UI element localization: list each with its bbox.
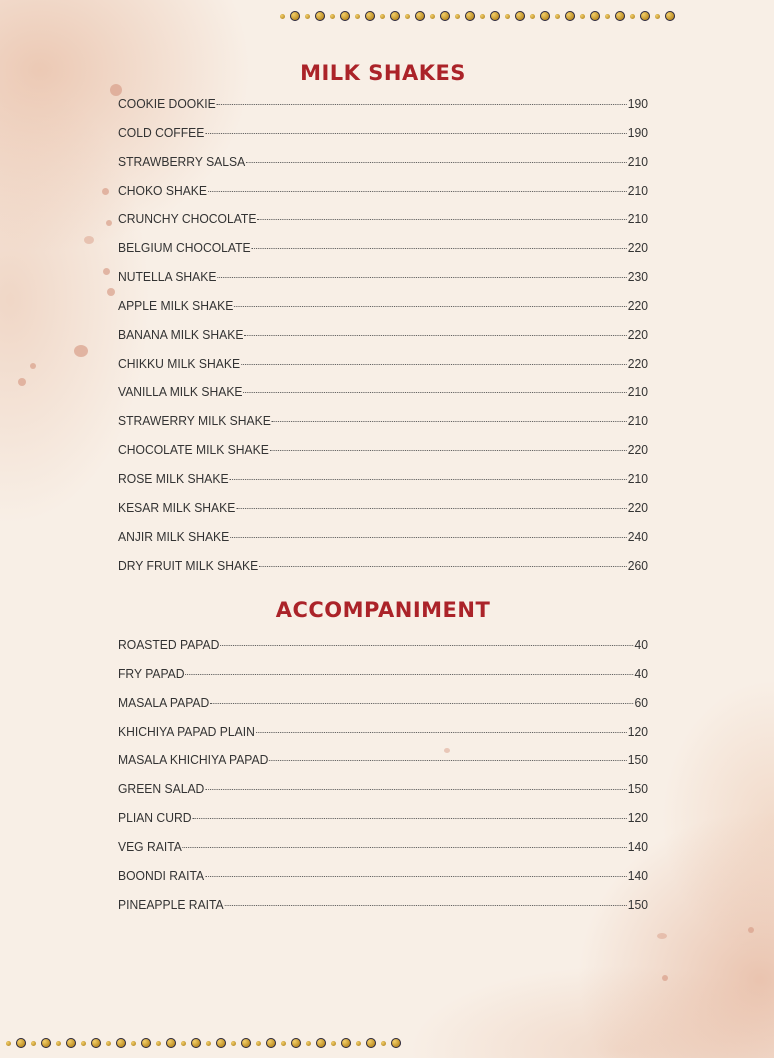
menu-item (118, 552, 648, 581)
menu-item (118, 718, 648, 747)
menu-item (118, 177, 648, 206)
menu-item-name: STRAWBERRY SALSA (118, 153, 246, 169)
gold-dot (390, 11, 400, 21)
watercolor-splat (102, 188, 109, 195)
dotted-leader (183, 846, 627, 848)
dotted-leader (246, 161, 627, 163)
gold-dot (56, 1041, 61, 1046)
dotted-leader (243, 391, 626, 393)
menu-item-price: 210 (627, 470, 649, 486)
dotted-leader (236, 507, 627, 509)
gold-dot (66, 1038, 76, 1048)
gold-dot (116, 1038, 126, 1048)
gold-dot (615, 11, 625, 21)
gold-dot (131, 1041, 136, 1046)
gold-dot (16, 1038, 26, 1048)
gold-dot (555, 14, 560, 19)
menu-item-price: 220 (627, 297, 649, 313)
menu-item-price: 220 (627, 326, 649, 342)
gold-dot (316, 1038, 326, 1048)
menu-item (118, 494, 648, 523)
gold-dot (605, 14, 610, 19)
menu-item-list (118, 631, 648, 919)
menu-item (118, 523, 648, 552)
gold-dot (355, 14, 360, 19)
gold-dot (290, 11, 300, 21)
gold-dot (580, 14, 585, 19)
gold-dot (291, 1038, 301, 1048)
menu-item-price: 210 (627, 182, 649, 198)
gold-dot (665, 11, 675, 21)
watercolor-splat (18, 378, 26, 386)
menu-item-price: 190 (627, 124, 649, 140)
menu-item (118, 378, 648, 407)
menu-item-name: GREEN SALAD (118, 781, 205, 797)
dotted-leader (208, 190, 627, 192)
menu-item-price: 150 (627, 896, 649, 912)
gold-dot (391, 1038, 401, 1048)
dotted-leader (225, 904, 627, 906)
gold-dot (216, 1038, 226, 1048)
menu-item-price: 140 (627, 867, 649, 883)
gold-dot (280, 14, 285, 19)
menu-item-name: CHOCOLATE MILK SHAKE (118, 442, 269, 458)
menu-item (118, 205, 648, 234)
menu-item-name: ANJIR MILK SHAKE (118, 528, 230, 544)
menu-item (118, 660, 648, 689)
menu-item-price: 190 (627, 96, 649, 111)
gold-dot (206, 1041, 211, 1046)
watercolor-splat (657, 933, 667, 939)
menu-item-list (118, 90, 648, 580)
menu-item-price: 260 (627, 557, 649, 573)
gold-dot (465, 11, 475, 21)
dotted-leader (205, 132, 627, 134)
dotted-leader (272, 420, 627, 422)
gold-dot (330, 14, 335, 19)
gold-dot-border-top (280, 11, 675, 21)
watercolor-splat (103, 268, 110, 275)
menu-item-name: KHICHIYA PAPAD PLAIN (118, 723, 255, 739)
gold-dot (415, 11, 425, 21)
menu-item (118, 631, 648, 660)
dotted-leader (270, 449, 627, 451)
watercolor-splat (662, 975, 668, 981)
dotted-leader (230, 536, 627, 538)
menu-item (118, 891, 648, 920)
gold-dot (341, 1038, 351, 1048)
section-title: ACCOMPANIMENT (275, 598, 491, 622)
gold-dot (365, 11, 375, 21)
dotted-leader (234, 305, 627, 307)
gold-dot (31, 1041, 36, 1046)
menu-item-name: NUTELLA SHAKE (118, 269, 217, 285)
menu-item-price: 240 (627, 528, 649, 544)
menu-item (118, 90, 648, 119)
gold-dot (256, 1041, 261, 1046)
dotted-leader (269, 759, 627, 761)
gold-dot (81, 1041, 86, 1046)
menu-item-name: PINEAPPLE RAITA (118, 896, 224, 912)
menu-item-name: COLD COFFEE (118, 124, 205, 140)
menu-item (118, 775, 648, 804)
menu-item-price: 220 (627, 499, 649, 515)
watercolor-splat (30, 363, 36, 369)
menu-item-name: ROASTED PAPAD (118, 637, 220, 652)
dotted-leader (241, 363, 627, 365)
dotted-leader (244, 334, 627, 336)
gold-dot (340, 11, 350, 21)
menu-item-price: 150 (627, 752, 649, 768)
gold-dot (530, 14, 535, 19)
gold-dot (356, 1041, 361, 1046)
menu-item-price: 40 (634, 665, 649, 681)
menu-item-price: 210 (627, 384, 649, 400)
watercolor-splat (74, 345, 88, 357)
watercolor-splat (107, 288, 115, 296)
menu-item-name: PLIAN CURD (118, 810, 192, 826)
dotted-leader (205, 788, 627, 790)
menu-item (118, 321, 648, 350)
gold-dot (306, 1041, 311, 1046)
menu-item-name: VEG RAITA (118, 838, 182, 854)
menu-item-price: 150 (627, 781, 649, 797)
menu-item-name: CHOKO SHAKE (118, 182, 207, 198)
gold-dot (540, 11, 550, 21)
gold-dot (106, 1041, 111, 1046)
menu-item-price: 60 (634, 694, 649, 710)
menu-item-price: 140 (627, 838, 649, 854)
menu-section-accompaniment (118, 595, 648, 919)
dotted-leader (217, 103, 627, 105)
gold-dot (156, 1041, 161, 1046)
gold-dot (366, 1038, 376, 1048)
menu-item (118, 804, 648, 833)
menu-item-price: 40 (634, 637, 649, 652)
gold-dot (166, 1038, 176, 1048)
dotted-leader (230, 478, 627, 480)
menu-item (118, 148, 648, 177)
gold-dot (480, 14, 485, 19)
menu-item-name: KESAR MILK SHAKE (118, 499, 236, 515)
gold-dot (191, 1038, 201, 1048)
gold-dot (515, 11, 525, 21)
gold-dot (430, 14, 435, 19)
menu-item-price: 210 (627, 153, 649, 169)
dotted-leader (205, 875, 627, 877)
dotted-leader (256, 731, 627, 733)
gold-dot (380, 14, 385, 19)
menu-item (118, 263, 648, 292)
menu-item-price: 220 (627, 442, 649, 458)
gold-dot (241, 1038, 251, 1048)
gold-dot (405, 14, 410, 19)
menu-item-price: 220 (627, 355, 649, 371)
menu-item (118, 746, 648, 775)
menu-item-name: FRY PAPAD (118, 665, 185, 681)
gold-dot (505, 14, 510, 19)
menu-item-name: COOKIE DOOKIE (118, 96, 216, 111)
menu-item (118, 689, 648, 718)
gold-dot (181, 1041, 186, 1046)
gold-dot (141, 1038, 151, 1048)
menu-item-price: 120 (627, 723, 649, 739)
gold-dot (640, 11, 650, 21)
gold-dot (490, 11, 500, 21)
dotted-leader (257, 218, 627, 220)
dotted-leader (192, 817, 626, 819)
menu-item (118, 350, 648, 379)
menu-item-name: DRY FRUIT MILK SHAKE (118, 557, 259, 573)
gold-dot (91, 1038, 101, 1048)
section-title: MILK SHAKES (300, 61, 466, 85)
menu-item-name: BANANA MILK SHAKE (118, 326, 244, 342)
menu-item-name: BELGIUM CHOCOLATE (118, 240, 251, 256)
dotted-leader (252, 247, 627, 249)
dotted-leader (259, 565, 627, 567)
menu-item-price: 120 (627, 810, 649, 826)
watercolor-splat (106, 220, 112, 226)
gold-dot (231, 1041, 236, 1046)
dotted-leader (185, 673, 633, 675)
menu-item (118, 833, 648, 862)
menu-item-price: 210 (627, 211, 649, 227)
menu-item-name: CRUNCHY CHOCOLATE (118, 211, 257, 227)
menu-item-price: 230 (627, 269, 649, 285)
gold-dot (266, 1038, 276, 1048)
menu-item-name: APPLE MILK SHAKE (118, 297, 234, 313)
gold-dot (565, 11, 575, 21)
menu-item (118, 407, 648, 436)
menu-item (118, 234, 648, 263)
gold-dot (305, 14, 310, 19)
menu-section-milk-shakes (118, 58, 648, 580)
menu-item-name: ROSE MILK SHAKE (118, 470, 229, 486)
gold-dot (41, 1038, 51, 1048)
gold-dot (455, 14, 460, 19)
watercolor-splat (84, 236, 94, 244)
gold-dot (331, 1041, 336, 1046)
gold-dot (630, 14, 635, 19)
gold-dot (440, 11, 450, 21)
menu-item-name: BOONDI RAITA (118, 867, 205, 883)
gold-dot (281, 1041, 286, 1046)
gold-dot (655, 14, 660, 19)
menu-item-name: MASALA KHICHIYA PAPAD (118, 752, 269, 768)
gold-dot (315, 11, 325, 21)
menu-item-name: STRAWERRY MILK SHAKE (118, 413, 271, 429)
dotted-leader (217, 276, 626, 278)
gold-dot-border-bottom (6, 1038, 401, 1048)
menu-item-name: CHIKKU MILK SHAKE (118, 355, 241, 371)
menu-item-name: VANILLA MILK SHAKE (118, 384, 243, 400)
gold-dot (381, 1041, 386, 1046)
dotted-leader (220, 644, 633, 646)
menu-item-name: MASALA PAPAD (118, 694, 210, 710)
menu-item-price: 220 (627, 240, 649, 256)
menu-item (118, 119, 648, 148)
watercolor-splat (748, 927, 754, 933)
gold-dot (590, 11, 600, 21)
menu-item (118, 862, 648, 891)
menu-item (118, 436, 648, 465)
menu-item (118, 465, 648, 494)
dotted-leader (210, 702, 633, 704)
gold-dot (6, 1041, 11, 1046)
menu-item-price: 210 (627, 413, 649, 429)
menu-item (118, 292, 648, 321)
